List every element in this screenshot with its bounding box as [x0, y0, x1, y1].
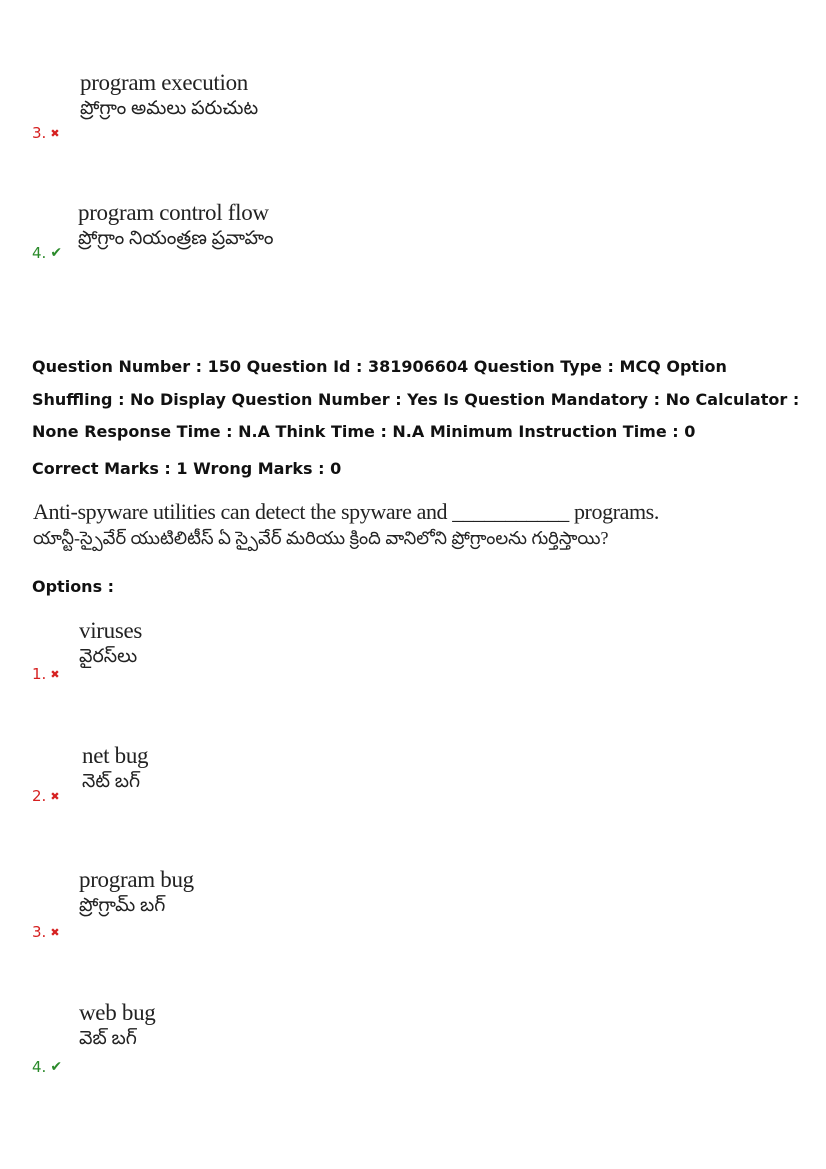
- option-text-block: [82, 743, 148, 795]
- option-text-block: [79, 867, 194, 919]
- option-text-en: net bug: [82, 743, 149, 768]
- question-meta: Question Number : 150 Question Id : 381906604 Question Type : MCQ Option Shuffling : No Display Question Number : Yes Is Question Mandatory : No Calculator : None Response Time : N.A Think Time : N.A Minimum Instruction Time : 0: [32, 357, 800, 441]
- option-text-te: వైరస్‌లు: [79, 646, 138, 667]
- option-text-block: [79, 618, 142, 670]
- option-text-block: [80, 70, 258, 122]
- option-text-te: ప్రోగ్రాం నియంత్రణ ప్రవాహం: [78, 228, 274, 249]
- option-number: 3.: [32, 124, 47, 142]
- option-number: 1.: [32, 665, 47, 683]
- cross-icon: ✖: [50, 667, 60, 681]
- option-text-te: ప్రోగ్రామ్ బగ్: [79, 895, 166, 916]
- option-text-en: program execution: [80, 70, 248, 95]
- option-text-en: web bug: [79, 1000, 156, 1025]
- cross-icon: ✖: [50, 925, 60, 939]
- option-number: 4.: [32, 244, 47, 262]
- option-text-te: నెట్ బగ్: [82, 771, 141, 792]
- option-text-en: program control flow: [78, 200, 269, 225]
- option-number: 3.: [32, 923, 47, 941]
- option-marker: [32, 124, 60, 142]
- option-text-block: [78, 200, 274, 252]
- question-text-block: [33, 499, 659, 551]
- question-text-te: యాన్టీ-స్పైవేర్ యుటిలిటీస్ ఏ స్పైవేర్ మరియు క్రింది వానిలోని ప్రోగ్రాంలను గుర్తిస్తాయి?: [33, 528, 609, 548]
- option-text-te: వెబ్ బగ్: [79, 1028, 137, 1049]
- check-icon: ✔: [50, 245, 63, 261]
- option-marker: [32, 665, 60, 683]
- option-text-block: [79, 1000, 155, 1052]
- cross-icon: ✖: [50, 789, 60, 803]
- option-marker: [32, 923, 60, 941]
- option-number: 2.: [32, 787, 47, 805]
- option-text-en: program bug: [79, 867, 194, 892]
- option-text-te: ప్రోగ్రాం అమలు పరుచుట: [80, 98, 259, 119]
- question-text-en: Anti-spyware utilities can detect the spyware and ___________ programs.: [33, 499, 659, 524]
- options-label: Options :: [32, 577, 115, 596]
- check-icon: ✔: [50, 1059, 63, 1075]
- option-text-en: viruses: [79, 618, 143, 643]
- option-marker: [32, 244, 62, 262]
- option-marker: [32, 787, 60, 805]
- option-marker: [32, 1058, 62, 1076]
- option-number: 4.: [32, 1058, 47, 1076]
- cross-icon: ✖: [50, 126, 60, 140]
- question-marks: Correct Marks : 1 Wrong Marks : 0: [32, 459, 342, 478]
